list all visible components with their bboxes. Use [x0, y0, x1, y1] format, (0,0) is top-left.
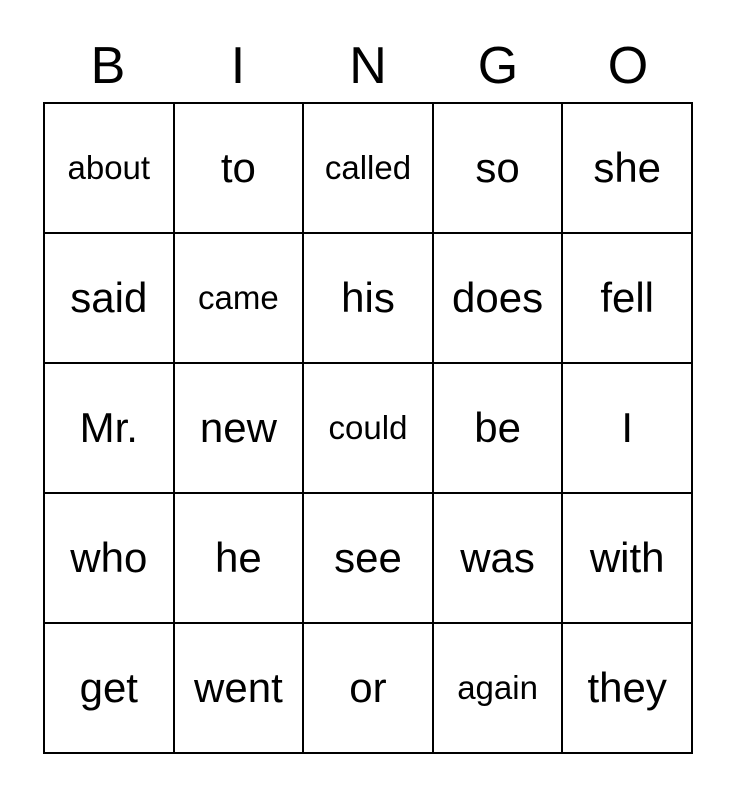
bingo-cell[interactable]	[304, 364, 434, 494]
bingo-header-letter-i: I	[230, 37, 246, 95]
bingo-cell-label: with	[589, 534, 665, 581]
bingo-cell[interactable]	[563, 494, 693, 624]
bingo-header-letter-g: G	[477, 37, 519, 95]
bingo-grid	[43, 102, 693, 754]
bingo-cell-label: fell	[600, 274, 655, 321]
bingo-cell[interactable]	[563, 234, 693, 364]
bingo-cell-label: again	[457, 669, 538, 706]
bingo-row	[45, 624, 693, 754]
bingo-cell-label: his	[341, 274, 395, 321]
bingo-cell-label: I	[621, 404, 633, 451]
bingo-cell[interactable]	[434, 234, 564, 364]
bingo-cell-label: so	[475, 144, 520, 191]
bingo-cell-label: get	[79, 664, 138, 711]
bingo-cell-label: could	[328, 409, 408, 446]
bingo-cell[interactable]	[434, 624, 564, 754]
bingo-row	[45, 104, 693, 234]
bingo-cell[interactable]	[45, 234, 175, 364]
bingo-cell-label: be	[474, 404, 521, 451]
bingo-header-letter-b: B	[90, 37, 126, 95]
bingo-cell-label: does	[452, 274, 544, 321]
bingo-cell-label: came	[198, 279, 279, 316]
bingo-cell[interactable]	[563, 364, 693, 494]
bingo-cell-label: called	[324, 149, 412, 186]
bingo-cell[interactable]	[175, 234, 305, 364]
bingo-cell[interactable]	[175, 624, 305, 754]
bingo-cell-label: she	[593, 144, 662, 191]
bingo-cell-label: Mr.	[79, 404, 138, 451]
bingo-row	[45, 494, 693, 624]
bingo-cell-label: said	[70, 274, 148, 321]
bingo-cell[interactable]	[304, 624, 434, 754]
bingo-cell-label: went	[194, 664, 283, 711]
bingo-cell[interactable]	[434, 104, 564, 234]
bingo-header-letter-o: O	[607, 37, 649, 95]
bingo-cell[interactable]	[45, 364, 175, 494]
bingo-cell-label: about	[67, 149, 151, 186]
bingo-cell[interactable]	[304, 234, 434, 364]
bingo-cell[interactable]	[45, 104, 175, 234]
bingo-cell[interactable]	[434, 364, 564, 494]
bingo-cell-label: who	[70, 534, 148, 581]
bingo-cell-label: he	[215, 534, 262, 581]
bingo-cell[interactable]	[563, 104, 693, 234]
bingo-cell[interactable]	[45, 494, 175, 624]
bingo-cell[interactable]	[45, 624, 175, 754]
bingo-cell-label: to	[220, 144, 256, 191]
bingo-cell-label: or	[349, 664, 387, 711]
bingo-cell[interactable]	[175, 494, 305, 624]
bingo-cell[interactable]	[175, 364, 305, 494]
bingo-cell[interactable]	[434, 494, 564, 624]
bingo-cell-label: was	[460, 534, 535, 581]
bingo-row	[45, 234, 693, 364]
bingo-cell[interactable]	[175, 104, 305, 234]
bingo-cell-label: see	[334, 534, 402, 581]
bingo-cell[interactable]	[304, 494, 434, 624]
bingo-row	[45, 364, 693, 494]
bingo-header-row	[43, 34, 693, 98]
bingo-header-letter-n: N	[349, 37, 387, 95]
bingo-cell-label: they	[587, 664, 667, 711]
bingo-cell[interactable]	[304, 104, 434, 234]
bingo-cell-label: new	[199, 404, 277, 451]
bingo-cell[interactable]	[563, 624, 693, 754]
